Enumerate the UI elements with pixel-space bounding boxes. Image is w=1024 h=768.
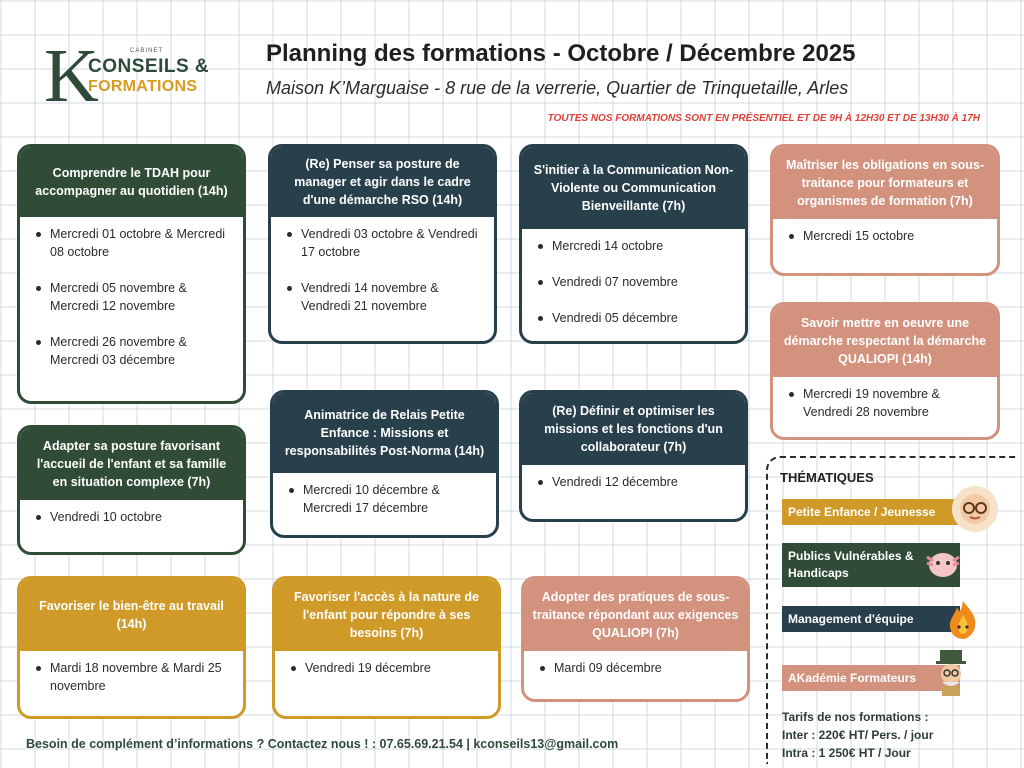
date-list xyxy=(20,651,243,719)
flame-icon xyxy=(940,596,986,642)
axolotl-icon xyxy=(920,540,966,586)
card-title: Adopter des pratiques de sous-traitance répondant aux exigences QUALIOPI (7h) xyxy=(524,579,747,651)
date-list xyxy=(524,651,747,701)
date-item: Mardi 18 novembre & Mardi 25 novembre xyxy=(32,659,233,695)
card-cnv[interactable] xyxy=(519,144,748,344)
card-rso[interactable] xyxy=(268,144,497,344)
card-tdah[interactable] xyxy=(17,144,246,404)
date-item: Mercredi 01 octobre & Mercredi 08 octobre xyxy=(32,225,233,261)
date-item: Vendredi 10 octobre xyxy=(32,508,233,526)
date-item: Mercredi 15 octobre xyxy=(785,227,987,245)
theme-petite-enfance xyxy=(782,499,960,525)
date-list xyxy=(275,651,498,701)
card-missions[interactable] xyxy=(519,390,748,522)
card-title: S'initier à la Communication Non-Violente ou Communication Bienveillante (7h) xyxy=(522,147,745,229)
professor-icon xyxy=(928,650,974,696)
date-item: Mercredi 19 novembre & Vendredi 28 novembre xyxy=(785,385,987,421)
card-soustraitance-qualiopi[interactable] xyxy=(521,576,750,702)
card-qualiopi[interactable] xyxy=(770,302,1000,440)
card-title: Favoriser le bien-être au travail (14h) xyxy=(20,579,243,651)
card-title: Maîtriser les obligations en sous-traitance pour formateurs et organismes de formation (7h) xyxy=(773,147,997,219)
schedule-notice: TOUTES NOS FORMATIONS SONT EN PRÉSENTIEL ET DE 9H À 12H30 ET DE 13H30 À 17H xyxy=(547,113,980,124)
date-item: Vendredi 07 novembre xyxy=(534,273,735,291)
card-title: Comprendre le TDAH pour accompagner au quotidien (14h) xyxy=(20,147,243,217)
theme-management xyxy=(782,606,960,632)
card-title: (Re) Penser sa posture de manager et agir dans le cadre d'une démarche RSO (14h) xyxy=(271,147,494,217)
theme-label: Petite Enfance / Jeunesse xyxy=(788,504,936,519)
contact-footer: Besoin de complément d’informations ? Contactez nous ! : 07.65.69.21.54 | kconseils13@gmail.com xyxy=(26,737,619,751)
date-list xyxy=(271,217,494,339)
date-item: Vendredi 14 novembre & Vendredi 21 novembre xyxy=(283,279,484,315)
card-soustraitance[interactable] xyxy=(770,144,1000,276)
date-item: Mardi 09 décembre xyxy=(536,659,737,677)
logo-line2: FORMATIONS xyxy=(88,78,198,95)
date-list xyxy=(20,217,243,393)
theme-label: Publics Vulnérables & Handicaps xyxy=(788,549,914,580)
baby-glasses-icon xyxy=(952,486,998,532)
logo xyxy=(44,34,214,118)
theme-label: AKadémie Formateurs xyxy=(788,670,917,685)
pricing-inter: Inter : 220€ HT/ Pers. / jour xyxy=(782,728,934,742)
card-bienetre[interactable] xyxy=(17,576,246,719)
pricing xyxy=(782,708,933,762)
card-title: (Re) Définir et optimiser les missions et les fonctions d'un collaborateur (7h) xyxy=(522,393,745,465)
logo-k: K xyxy=(44,34,99,118)
date-item: Mercredi 14 octobre xyxy=(534,237,735,255)
theme-label: Management d'équipe xyxy=(788,611,914,626)
card-relais[interactable] xyxy=(270,390,499,538)
date-list xyxy=(522,229,745,344)
card-nature[interactable] xyxy=(272,576,501,719)
card-accueil[interactable] xyxy=(17,425,246,555)
logo-line1: CONSEILS & xyxy=(88,56,210,77)
date-list xyxy=(522,465,745,515)
page-title: Planning des formations - Octobre / Décembre 2025 xyxy=(266,40,856,67)
theme-title: THÉMATIQUES xyxy=(780,470,874,485)
card-title: Savoir mettre en oeuvre une démarche respectant la démarche QUALIOPI (14h) xyxy=(773,305,997,377)
date-item: Mercredi 05 novembre & Mercredi 12 novembre xyxy=(32,279,233,315)
card-title: Animatrice de Relais Petite Enfance : Missions et responsabilités Post-Norma (14h) xyxy=(273,393,496,473)
card-title: Adapter sa posture favorisant l'accueil de l'enfant et sa famille en situation complexe (7h) xyxy=(20,428,243,500)
date-item: Vendredi 19 décembre xyxy=(287,659,488,677)
pricing-intra: Intra : 1 250€ HT / Jour xyxy=(782,746,911,760)
date-list xyxy=(20,500,243,550)
page-subtitle: Maison K’Marguaise - 8 rue de la verrerie, Quartier de Trinquetaille, Arles xyxy=(266,78,849,98)
date-item: Vendredi 12 décembre xyxy=(534,473,735,491)
date-item: Vendredi 05 décembre xyxy=(534,309,735,327)
date-item: Vendredi 03 octobre & Vendredi 17 octobre xyxy=(283,225,484,261)
card-title: Favoriser l'accès à la nature de l'enfant pour répondre à ses besoins (7h) xyxy=(275,579,498,651)
date-item: Mercredi 26 novembre & Mercredi 03 décembre xyxy=(32,333,233,369)
date-item: Mercredi 10 décembre & Mercredi 17 décembre xyxy=(285,481,486,517)
date-list xyxy=(773,377,997,440)
pricing-title: Tarifs de nos formations : xyxy=(782,710,929,724)
date-list xyxy=(273,473,496,538)
date-list xyxy=(773,219,997,269)
logo-cabinet: CABINET xyxy=(130,48,164,54)
